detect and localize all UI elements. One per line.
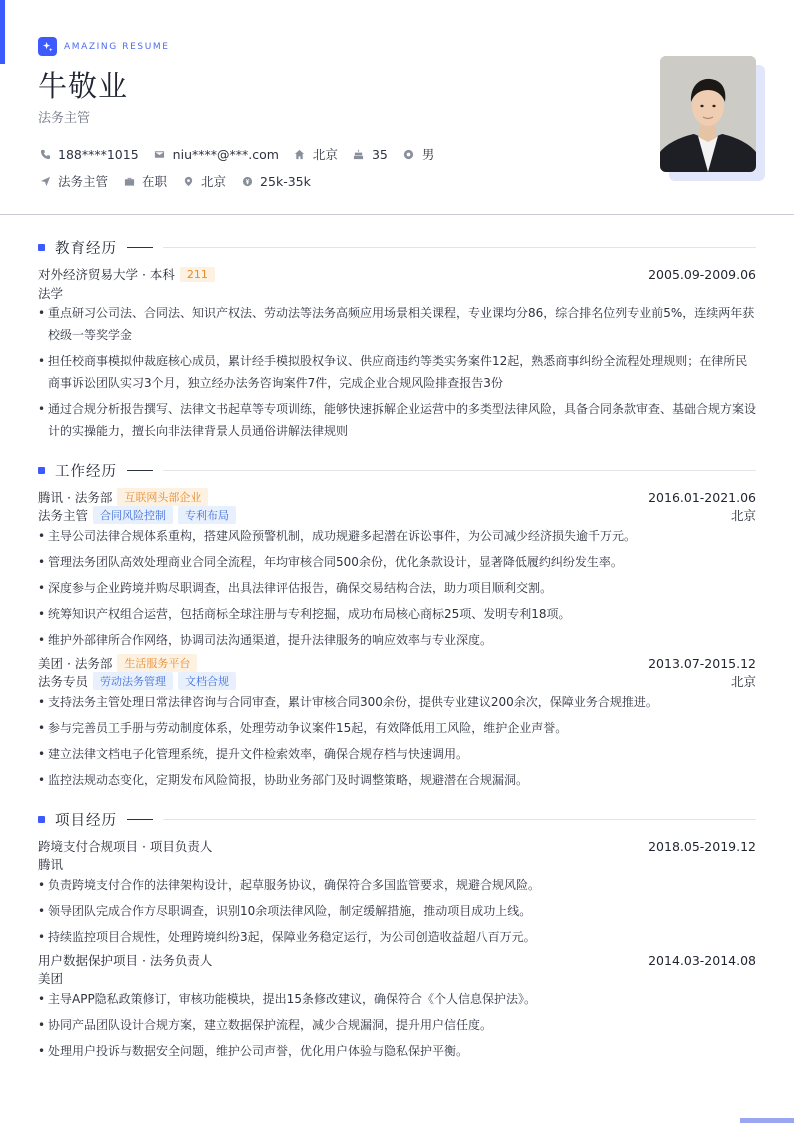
list-item: • 处理用户投诉与数据安全问题，维护公司声誉，优化用户体验与隐私保护平衡。 [38,1040,756,1062]
section-rule-short [127,819,153,820]
list-item: • 负责跨境支付合作的法律架构设计，起草服务协议，确保符合多国监管要求，规避合规风险。 [38,874,756,896]
gender-icon [402,147,416,161]
section-education-head [38,237,756,257]
job-location: 北京 [730,674,756,689]
send-icon [38,174,52,188]
job-bullets [38,525,756,655]
project-name: 跨境支付合规项目 · 项目负责人 [38,839,213,854]
phone-info: 188****1015 [38,147,139,162]
job-header [38,488,756,506]
job-date: 2013.07-2015.12 [648,655,756,671]
list-item: • 统筹知识产权组合运营，包括商标全球注册与专利挖掘，成功布局核心商标25项、发明专利18项。 [38,603,756,625]
job-intent-row [38,172,325,190]
phone-icon [38,147,52,161]
company-tag: 互联网头部企业 [117,488,208,506]
company-name: 美团 · 法务部 [38,656,113,671]
section-rule-short [127,470,153,471]
job-bullets [38,691,756,795]
section-rule-short [127,247,153,248]
employment-status-info: 在职 [122,172,167,190]
age-info: 35 [352,147,388,162]
project-header [38,951,756,969]
project-org: 美团 [38,971,64,986]
company-tag: 生活服务平台 [117,654,197,672]
gender-info: 男 [402,145,435,163]
candidate-title: 法务主管 [38,111,91,126]
intent-position-info: 法务主管 [38,172,108,190]
cake-icon [352,147,366,161]
briefcase-icon [122,174,136,188]
contact-row [38,145,448,163]
job-role: 法务主管 [38,508,89,523]
job-date: 2016.01-2021.06 [648,489,756,505]
list-item: • 深度参与企业跨境并购尽职调查，出具法律评估报告，确保交易结构合法，助力项目顺利交割。 [38,577,756,599]
section-work-head [38,460,756,480]
section-rule-long [163,247,756,248]
list-item: • 持续监控项目合规性，处理跨境纠纷3起，保障业务稳定运行，为公司创造收益超八百万元。 [38,926,756,948]
section-title: 工作经历 [55,463,117,480]
job-role-line [38,506,756,524]
section-rule-long [163,470,756,471]
list-item: • 担任校商事模拟仲裁庭核心成员，累计经手模拟股权争议、供应商违约等类实务案件12起，熟悉商事纠纷全流程处理规则；在律所民商事诉讼团队实习3个月，独立经办法务咨询案件7件，完成企业合规风险排查报告3份 [38,350,756,394]
list-item: • 主导APP隐私政策修订，审核功能模块，提出15条修改建议，确保符合《个人信息保护法》。 [38,988,756,1010]
section-dot [38,816,45,823]
list-item: • 建立法律文档电子化管理系统，提升文件检索效率，确保合规存档与快速调用。 [38,743,756,765]
brand-text: AMAZING RESUME [64,41,170,52]
section-title: 项目经历 [55,812,117,829]
project-date: 2018.05-2019.12 [648,838,756,854]
education-header [38,265,756,283]
company-name: 腾讯 · 法务部 [38,490,113,505]
list-item: • 参与完善员工手册与劳动制度体系，处理劳动争议案件15起，有效降低用工风险，维护企业声誉。 [38,717,756,739]
section-title: 教育经历 [55,240,117,257]
resume-header [0,0,794,215]
brand [38,37,170,56]
skill-tag: 劳动法务管理 [93,672,173,690]
bottom-accent-bar [740,1118,794,1123]
project-org-line [38,855,756,873]
education-date: 2005.09-2009.06 [648,266,756,282]
job-role-line [38,672,756,690]
profile-photo [660,56,756,172]
list-item: • 通过合规分析报告撰写、法律文书起草等专项训练，能够快速拆解企业运营中的多类型法律风险，具备合同条款审查、基础合规方案设计的实操能力，擅长向非法律背景人员通俗讲解法律规则 [38,398,756,442]
candidate-name: 牛敬业 [38,69,129,103]
project-header [38,837,756,855]
mail-icon [153,147,167,161]
major: 法学 [38,286,64,301]
location-icon [181,174,195,188]
list-item: • 重点研习公司法、合同法、知识产权法、劳动法等法务高频应用场景相关课程，专业课均分86，综合排名位列专业前5%，连续两年获校级一等奖学金 [38,302,756,346]
skill-tag: 合同风险控制 [93,506,173,524]
intent-city-info: 北京 [181,172,226,190]
skill-tag: 文档合规 [178,672,236,690]
salary-icon [240,174,254,188]
list-item: • 管理法务团队高效处理商业合同全流程，年均审核合同500余份，优化条款设计，显著降低履约纠纷发生率。 [38,551,756,573]
job-header [38,654,756,672]
project-org: 腾讯 [38,857,64,872]
list-item: • 领导团队完成合作方尽职调查，识别10余项法律风险，制定缓解措施，推动项目成功上线。 [38,900,756,922]
list-item: • 支持法务主管处理日常法律咨询与合同审查，累计审核合同300余份，提供专业建议200余次，保障业务合规推进。 [38,691,756,713]
sparkle-icon [38,37,57,56]
list-item: • 协同产品团队设计合规方案，建立数据保护流程，减少合规漏洞，提升用户信任度。 [38,1014,756,1036]
list-item: • 维护外部律所合作网络，协调司法沟通渠道，提升法律服务的响应效率与专业深度。 [38,629,756,651]
project-bullets [38,874,756,952]
home-icon [293,147,307,161]
education-major-line [38,284,756,302]
school-tag: 211 [180,267,215,282]
email-info: niu****@***.com [153,147,279,162]
project-bullets [38,988,756,1066]
school-name: 对外经济贸易大学 · 本科 [38,267,175,282]
job-role: 法务专员 [38,674,89,689]
section-rule-long [163,819,756,820]
skill-tag: 专利布局 [178,506,236,524]
list-item: • 监控法规动态变化，定期发布风险简报，协助业务部门及时调整策略，规避潜在合规漏洞。 [38,769,756,791]
project-org-line [38,969,756,987]
salary-info: 25k-35k [240,174,311,189]
section-dot [38,244,45,251]
project-name: 用户数据保护项目 · 法务负责人 [38,953,213,968]
education-bullets [38,302,756,446]
section-projects-head [38,809,756,829]
job-location: 北京 [730,508,756,523]
section-dot [38,467,45,474]
list-item: • 主导公司法律合规体系重构，搭建风险预警机制，成功规避多起潜在诉讼事件，为公司减少经济损失逾千万元。 [38,525,756,547]
home-city-info: 北京 [293,145,338,163]
project-date: 2014.03-2014.08 [648,952,756,968]
